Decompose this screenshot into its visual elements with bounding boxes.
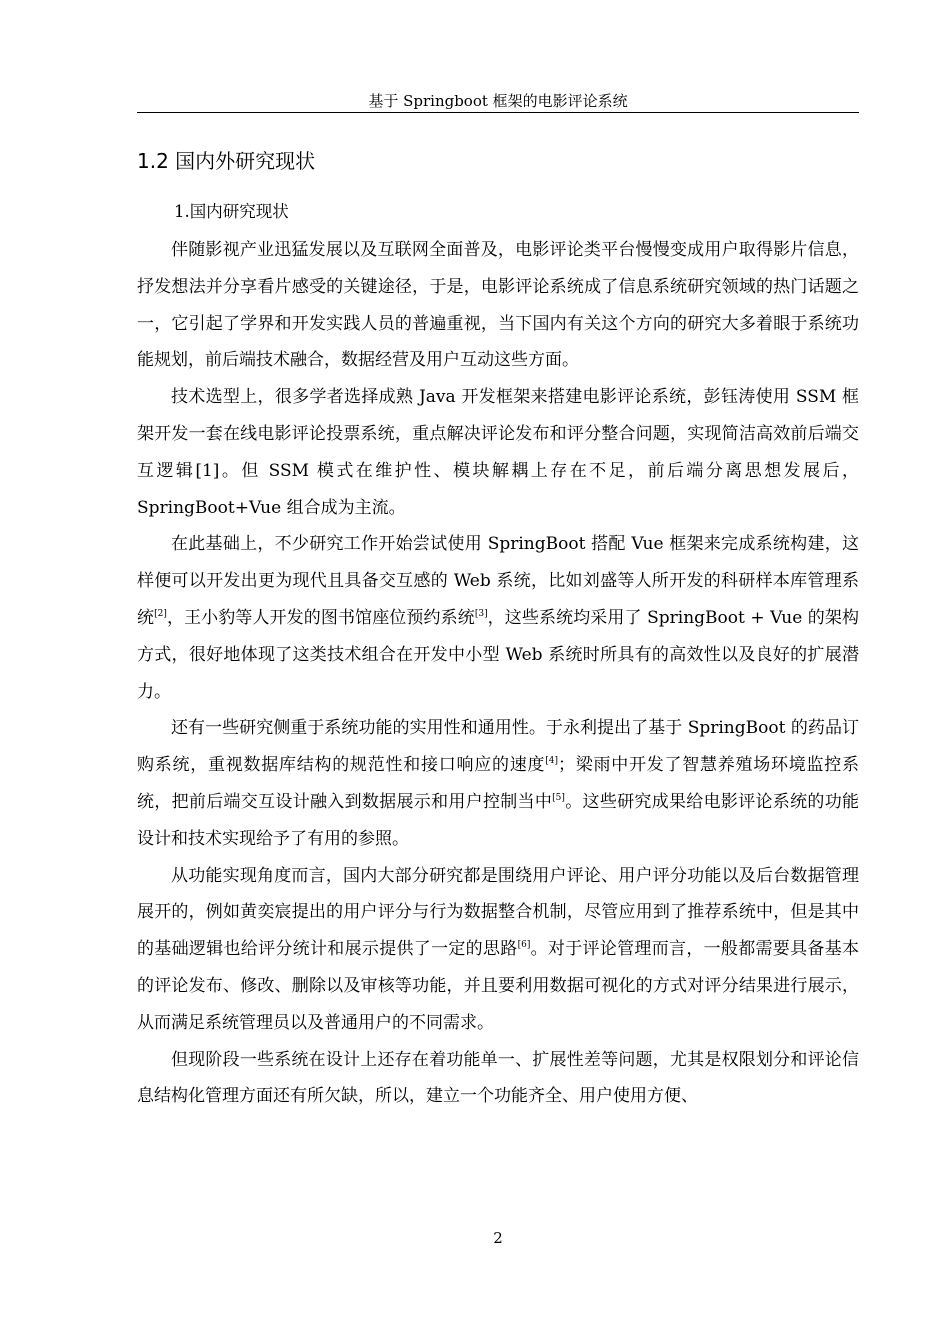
- body-text: [137, 232, 859, 1115]
- citation-superscript: [4]: [545, 756, 558, 767]
- body-paragraph: [137, 379, 859, 526]
- paragraph-text: 还有一些研究侧重于系统功能的实用性和通用性。于永利提出了基于 SpringBoot 的药品订购系统，重视数据库结构的规范性和接口响应的速度: [137, 718, 859, 776]
- paragraph-text: ，这些系统均采用了 SpringBoot + Vue 的架构方式，很好地体现了这类技术组合在开发中小型 Web 系统时所具有的高效性以及良好的扩展潜力。: [137, 607, 860, 702]
- citation-superscript: [6]: [517, 940, 531, 951]
- page-number: 2: [493, 1229, 503, 1247]
- paragraph-text: 伴随影视产业迅猛发展以及互联网全面普及，电影评论类平台慢慢变成用户取得影片信息，抒发想法并分享看片感受的关键途径，于是，电影评论系统成了信息系统研究领域的热门话题之一，它引起了学界和开发实践人员的普遍重视，当下国内有关这个方向的研究大多着眼于系统功能规划，前后端技术融合，数据经营及用户互动这些方面。: [137, 240, 859, 371]
- running-header: 基于 Springboot 框架的电影评论系统: [368, 92, 628, 110]
- body-paragraph: [137, 232, 859, 379]
- citation-superscript: [2]: [154, 608, 167, 619]
- citation-superscript: [3]: [474, 608, 488, 619]
- paragraph-text: 在此基础上，不少研究工作开始尝试使用 SpringBoot 搭配 Vue 框架来完成系统构建，这样便可以开发出更为现代且具备交互感的 Web 系统，比如刘盛等人所开发的科研样本库管理系统: [137, 534, 859, 628]
- paragraph-text: ；梁雨中开发了智慧养殖场环境监控系统，把前后端交互设计融入到数据展示和用户控制当中: [137, 755, 859, 812]
- paragraph-text: 从功能实现角度而言，国内大部分研究都是围绕用户评论、用户评分功能以及后台数据管理展开的，例如黄奕宸提出的用户评分与行为数据整合机制，尽管应用到了推荐系统中，但是其中的基础逻辑也给评分统计和展示提供了一定的思路: [137, 865, 859, 960]
- paragraph-text: ，王小豹等人开发的图书馆座位预约系统: [166, 607, 475, 628]
- paragraph-text: 。这些研究成果给电影评论系统的功能设计和技术实现给予了有用的参照。: [137, 791, 860, 849]
- body-paragraph: [137, 710, 859, 857]
- body-paragraph: [137, 858, 859, 1042]
- header-rule: [137, 112, 859, 113]
- subsection-heading: 1.国内研究现状: [174, 202, 289, 221]
- citation-superscript: [5]: [552, 792, 565, 803]
- section-heading: 1.2 国内外研究现状: [137, 149, 316, 173]
- body-paragraph: [137, 1042, 859, 1116]
- body-paragraph: [137, 526, 859, 710]
- paragraph-text: 。对于评论管理而言，一般都需要具备基本的评论发布、修改、删除以及审核等功能，并且要利用数据可视化的方式对评分结果进行展示，从而满足系统管理员以及普通用户的不同需求。: [137, 939, 860, 1033]
- paragraph-text: 技术选型上，很多学者选择成熟 Java 开发框架来搭建电影评论系统，彭钰涛使用 SSM 框架开发一套在线电影评论投票系统，重点解决评论发布和评分整合问题，实现简洁高效前后端交互逻辑[1]。但 SSM 模式在维护性、模块解耦上存在不足，前后端分离思想发展后，SpringBoot+Vue 组合成为主流。: [137, 387, 859, 518]
- paragraph-text: 但现阶段一些系统在设计上还存在着功能单一、扩展性差等问题，尤其是权限划分和评论信息结构化管理方面还有所欠缺，所以，建立一个功能齐全、用户使用方便、: [137, 1049, 859, 1107]
